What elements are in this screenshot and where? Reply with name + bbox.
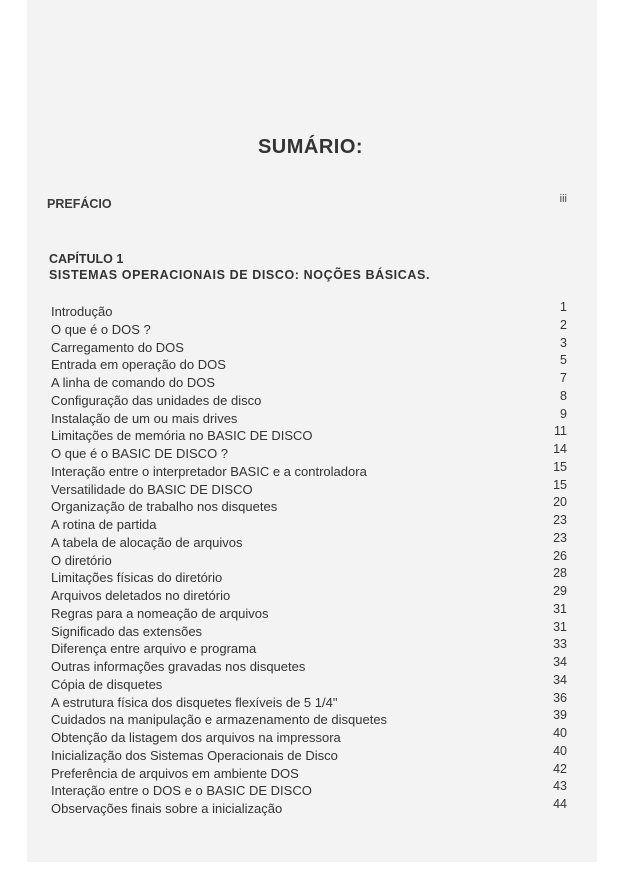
toc-entry-title: Configuração das unidades de disco [51, 392, 262, 408]
toc-entry-page-number: 3 [560, 335, 567, 350]
toc-entry-page-number: 14 [553, 442, 567, 456]
toc-entry-page-number: 23 [553, 530, 567, 545]
toc-entry [51, 549, 567, 567]
toc-entry [51, 797, 567, 815]
chapter-label: CAPÍTULO 1 [49, 252, 124, 266]
toc-entry [51, 566, 567, 584]
toc-entry-page-number: 31 [553, 619, 567, 634]
toc-entry-title: O diretório [51, 552, 112, 568]
toc-entry-page-number: 23 [553, 513, 567, 527]
toc-entry-page-number: 20 [553, 495, 567, 510]
toc-entry [51, 513, 567, 531]
toc-entry [51, 708, 567, 726]
toc-entry-title: Diferença entre arquivo e programa [51, 641, 257, 657]
toc-entry-title: Organização de trabalho nos disquetes [51, 499, 278, 515]
toc-entry-page-number: 28 [553, 566, 567, 581]
toc-entry-title: Inicialização dos Sistemas Operacionais de Disco [51, 747, 338, 763]
toc-entry-page-number: 15 [553, 477, 567, 492]
toc-entry-title: Interação entre o DOS e o BASIC DE DISCO [51, 783, 312, 799]
toc-entry-page-number: 33 [553, 637, 567, 652]
page-title: SUMÁRIO: [257, 136, 364, 158]
toc-entry [51, 673, 567, 691]
toc-entry-page-number: 42 [553, 761, 567, 776]
toc-entry-page-number: 5 [560, 353, 567, 368]
toc-entry-title: O que é o DOS ? [51, 321, 151, 337]
toc-entry [51, 762, 567, 780]
chapter-heading [49, 251, 430, 283]
toc-entry-title: Outras informações gravadas nos disquetes [51, 659, 306, 674]
toc-entry [51, 531, 567, 549]
toc-entry [51, 584, 567, 602]
toc-entry-page-number: 34 [553, 672, 567, 687]
toc-entry [51, 336, 567, 354]
toc-entry [51, 744, 567, 762]
toc-entry [51, 371, 567, 389]
toc-entry [51, 602, 567, 620]
toc-entry-title: Limitações físicas do diretório [51, 570, 223, 586]
chapter-subtitle: SISTEMAS OPERACIONAIS DE DISCO: NOÇÕES BÁSICAS. [49, 268, 431, 282]
toc-entry-title: Obtenção da listagem dos arquivos na impressora [51, 730, 341, 745]
toc-entry [51, 495, 567, 513]
toc-entry-title: Significado das extensões [51, 623, 203, 639]
toc-entry [51, 620, 567, 638]
toc-entry-title: A estrutura física dos disquetes flexíveis de 5 1/4" [51, 694, 338, 710]
toc-entry [51, 318, 567, 336]
toc-entry [51, 407, 567, 425]
toc-entry-page-number: 7 [560, 371, 567, 385]
toc-entry-title: Instalação de um ou mais drives [51, 410, 238, 426]
toc-entry-title: Arquivos deletados no diretório [51, 588, 231, 603]
toc-entry-title: Introdução [51, 304, 113, 319]
toc-entry [51, 779, 567, 797]
preface-entry [47, 193, 567, 213]
toc-entry [51, 389, 567, 407]
toc-entry [51, 478, 567, 496]
toc-entry-page-number: 11 [554, 424, 567, 439]
toc-entry [51, 655, 567, 673]
toc-entry-page-number: 1 [560, 300, 567, 314]
toc-entry-page-number: 43 [553, 779, 567, 794]
toc-entry-page-number: 31 [553, 601, 567, 616]
toc-entry-title: Cópia de disquetes [51, 676, 163, 692]
toc-entry-title: A tabela de alocação de arquivos [51, 534, 243, 550]
toc-entry-page-number: 39 [553, 708, 567, 723]
toc-entry-page-number: 29 [553, 584, 567, 598]
toc-entry-page-number: 44 [553, 797, 567, 811]
toc-entry-title: Entrada em operação do DOS [51, 357, 226, 373]
toc-entry-page-number: 36 [553, 690, 567, 705]
toc-entry-title: Interação entre o interpretador BASIC e a controladora [51, 463, 367, 479]
toc-entry-title: Cuidados na manipulação e armazenamento de disquetes [51, 712, 388, 728]
toc-entry-page-number: 9 [560, 406, 567, 421]
toc-entry [51, 691, 567, 709]
table-of-contents [51, 300, 567, 815]
toc-entry-page-number: 26 [553, 548, 567, 563]
toc-entry-title: Observações finais sobre a inicialização [51, 801, 283, 816]
toc-entry-page-number: 40 [553, 743, 567, 758]
toc-entry-title: Preferência de arquivos em ambiente DOS [51, 765, 299, 781]
toc-entry-title: Carregamento do DOS [51, 339, 184, 355]
toc-entry-title: Regras para a nomeação de arquivos [51, 605, 269, 621]
toc-entry-title: A linha de comando do DOS [51, 375, 216, 390]
toc-entry [51, 353, 567, 371]
toc-entry-page-number: 8 [560, 388, 567, 403]
preface-page-number: iii [559, 193, 567, 205]
preface-label: PREFÁCIO [47, 197, 112, 211]
toc-entry [51, 726, 567, 744]
toc-entry-title: O que é o BASIC DE DISCO ? [51, 446, 229, 461]
toc-entry [51, 637, 567, 655]
toc-entry [51, 300, 567, 318]
toc-entry [51, 442, 567, 460]
toc-entry-page-number: 2 [560, 317, 567, 332]
toc-entry-title: Versatilidade do BASIC DE DISCO [51, 481, 253, 497]
toc-entry [51, 460, 567, 478]
toc-entry [51, 424, 567, 442]
toc-entry-page-number: 15 [553, 459, 567, 474]
toc-entry-page-number: 40 [553, 726, 567, 740]
toc-entry-title: A rotina de partida [51, 517, 157, 532]
toc-entry-page-number: 34 [553, 655, 567, 669]
toc-entry-title: Limitações de memória no BASIC DE DISCO [51, 428, 313, 444]
